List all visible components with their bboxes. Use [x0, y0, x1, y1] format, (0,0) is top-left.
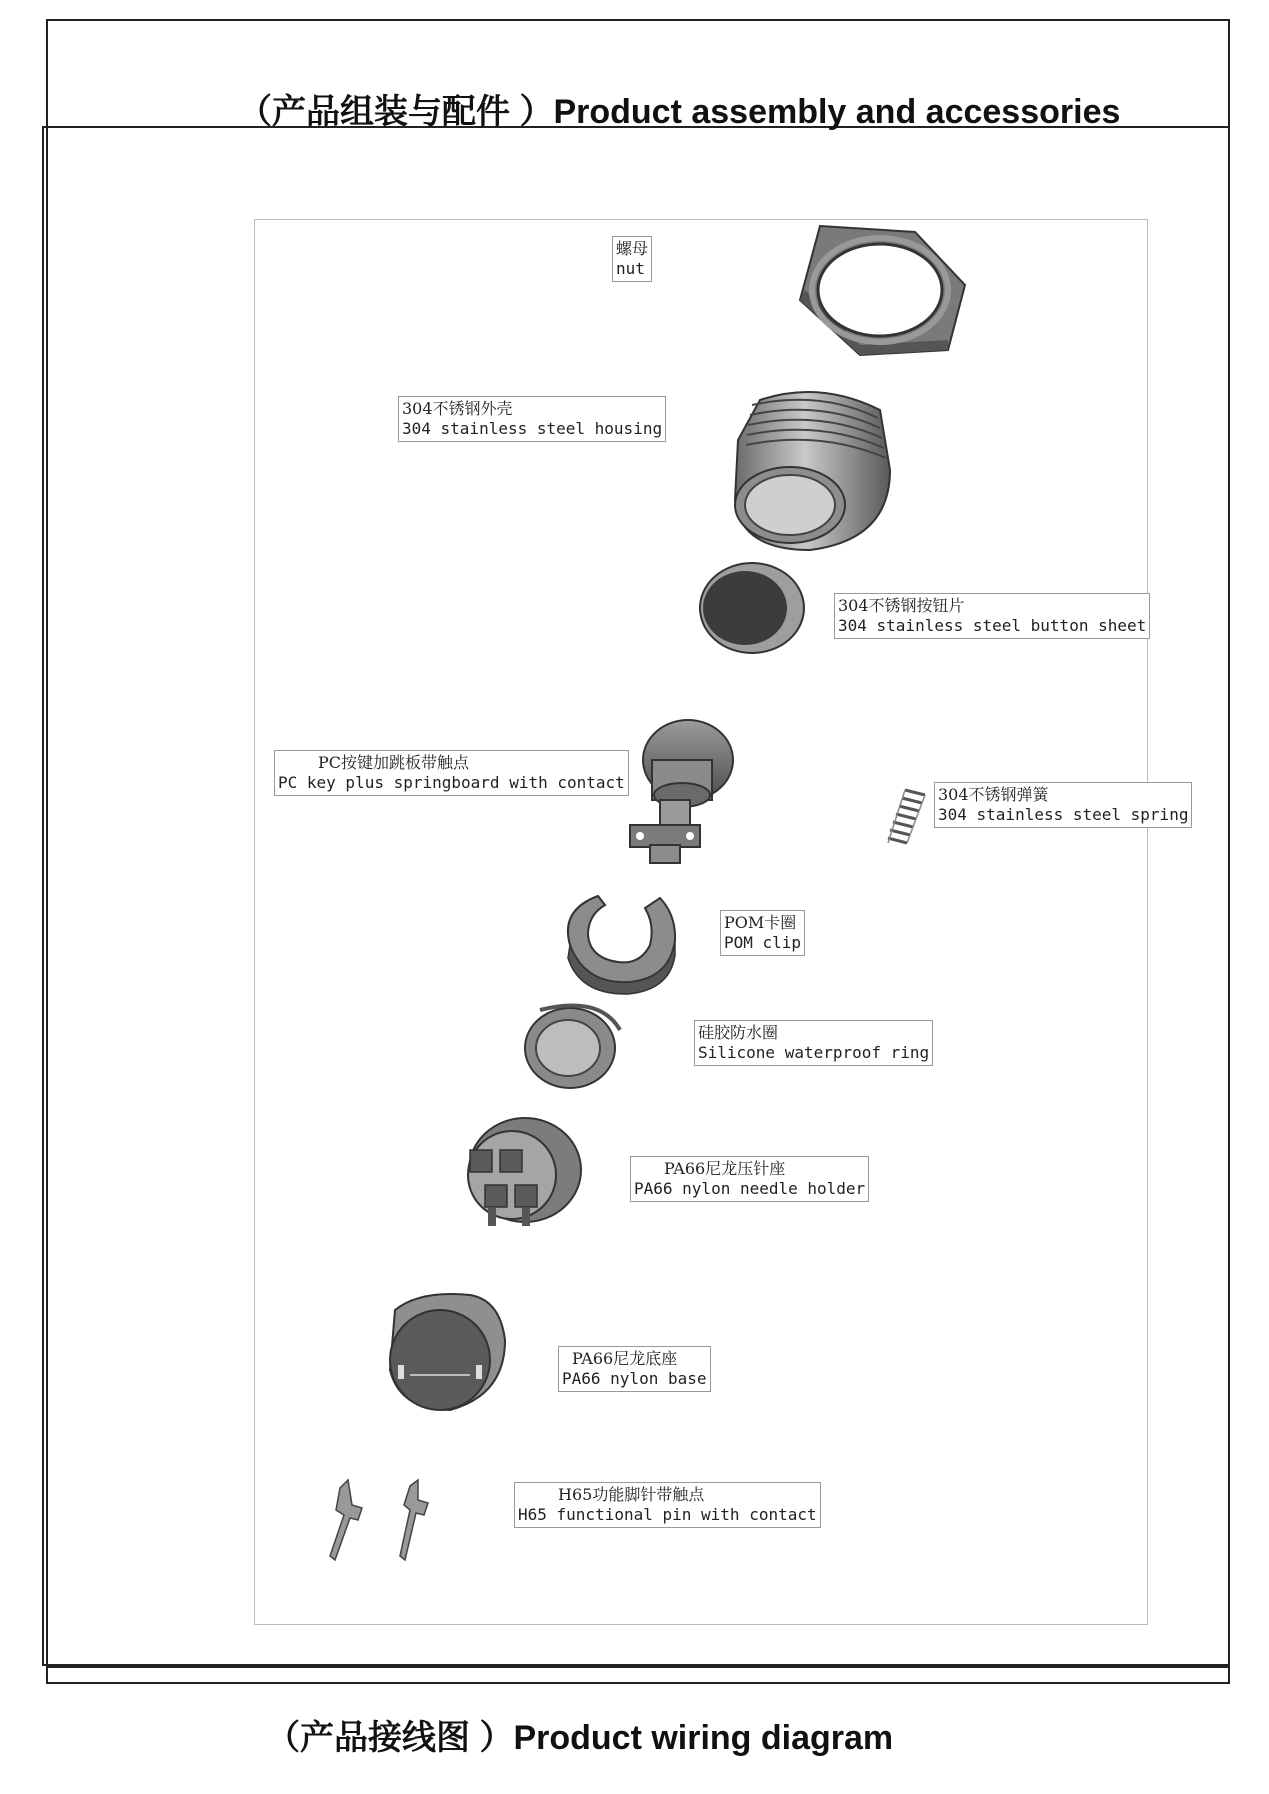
label-housing-en: 304 stainless steel housing [402, 419, 663, 438]
needle-holder-part [468, 1118, 581, 1226]
nut-part [800, 226, 965, 355]
label-silicone-ring-en: Silicone waterproof ring [698, 1043, 930, 1062]
label-spring [934, 782, 1192, 828]
label-silicone-ring [694, 1020, 933, 1066]
label-nylon-base-cn: PA66尼龙底座 [572, 1349, 678, 1368]
label-pom-clip-en: POM clip [724, 933, 802, 952]
label-nut-cn: 螺母 [616, 239, 649, 258]
label-h65-pins-en: H65 functional pin with contact [518, 1505, 817, 1524]
assembly-title: （产品组装与配件 ）Product assembly and accessories [238, 93, 1121, 131]
label-housing [398, 396, 666, 442]
label-needle-holder [630, 1156, 869, 1202]
label-nylon-base-en: PA66 nylon base [562, 1369, 707, 1388]
spring-part [888, 790, 925, 843]
wiring-title: （产品接线图 ）Product wiring diagram [266, 1719, 894, 1757]
label-pom-clip [720, 910, 805, 956]
housing-part [735, 392, 890, 550]
label-silicone-ring-cn: 硅胶防水圈 [698, 1023, 779, 1042]
pom-clip-part [568, 896, 675, 994]
silicone-ring-part [525, 1006, 620, 1089]
label-housing-cn: 304不锈钢外壳 [402, 399, 513, 418]
label-pc-key-cn: PC按键加跳板带触点 [318, 753, 470, 772]
pc-key-part [630, 720, 733, 863]
label-pom-clip-cn: POM卡圈 [724, 913, 797, 932]
label-nylon-base [558, 1346, 711, 1392]
label-nut [612, 236, 652, 282]
label-h65-pins-cn: H65功能脚针带触点 [558, 1485, 705, 1504]
label-button-sheet-en: 304 stainless steel button sheet [838, 616, 1147, 635]
label-button-sheet-cn: 304不锈钢按钮片 [838, 596, 965, 615]
h65-pins-part [330, 1480, 428, 1560]
button-sheet-part [700, 563, 804, 653]
label-nut-en: nut [616, 259, 645, 278]
label-spring-en: 304 stainless steel spring [938, 805, 1189, 824]
label-pc-key-en: PC key plus springboard with contact [278, 773, 625, 792]
label-needle-holder-en: PA66 nylon needle holder [634, 1179, 866, 1198]
label-pc-key [274, 750, 629, 796]
label-needle-holder-cn: PA66尼龙压针座 [664, 1159, 786, 1178]
label-button-sheet [834, 593, 1150, 639]
label-spring-cn: 304不锈钢弹簧 [938, 785, 1049, 804]
nylon-base-part [390, 1294, 505, 1410]
label-h65-pins [514, 1482, 821, 1528]
